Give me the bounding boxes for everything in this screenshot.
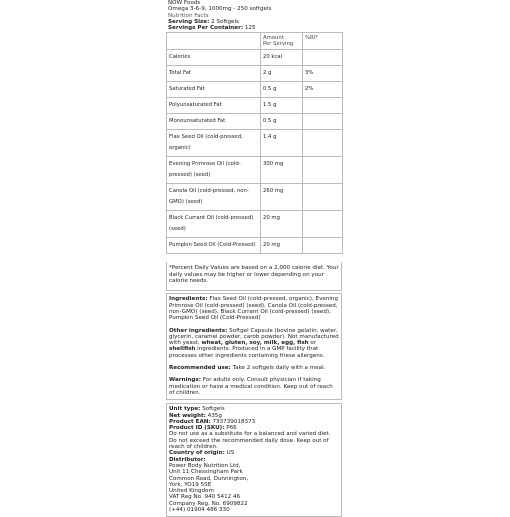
nutrient-name: Monounsaturated Fat	[167, 114, 261, 130]
nutrient-ri	[303, 114, 343, 130]
nutrient-ri	[303, 130, 343, 157]
header-amount-line2: Per Serving	[263, 41, 294, 48]
servings-per-container	[168, 25, 342, 31]
table-header-row	[167, 33, 343, 50]
distributor-line: Unit 11 Chessingham Park	[169, 469, 243, 476]
distributor-line: Company Reg. No. 6909822	[169, 500, 248, 507]
table-row	[167, 82, 343, 98]
product-header	[166, 0, 342, 31]
ingredients-text: Flax Seed Oil (cold-pressed, organic), Evening Primrose Oil (cold-pressed) (seed), Canola Oil (cold-pressed, non-GMO) (seed), Black Currant Oil (cold-pressed) (seed), Pumpkin Seed Oil (Cold-Pressed)	[169, 296, 339, 322]
nutrient-ri	[303, 50, 343, 66]
ingredients	[169, 296, 339, 321]
nutrient-ri	[303, 211, 343, 238]
allergens-list: wheat, gluten, soy, milk, egg, fish	[201, 340, 309, 347]
nutrient-amount: 1.4 g	[261, 130, 303, 157]
table-row	[167, 130, 343, 157]
nutrient-name: Total Fat	[167, 66, 261, 82]
serving-size-value: 2 Softgels	[211, 18, 239, 25]
nutrient-name: Flax Seed Oil (cold-pressed, organic)	[167, 130, 261, 157]
allergen-shellfish: shellfish	[169, 346, 196, 353]
nutrient-amount: 300 mg	[261, 157, 303, 184]
nutrient-ri: 2%	[303, 82, 343, 98]
nutrient-ri	[303, 157, 343, 184]
servings-value: 125	[244, 25, 256, 32]
nutrient-ri	[303, 184, 343, 211]
ingredients-panel	[166, 293, 342, 400]
serving-size-label: Serving Size:	[168, 18, 210, 25]
other-ingredients-text-b: or	[308, 340, 317, 347]
other-ingredients	[169, 328, 339, 359]
usage-disclaimer: Do not use as a substitute for a balanced and varied diet. Do not exceed the recommended daily dose. Keep out of reach of children.	[169, 431, 331, 451]
product-id-value: P66	[226, 425, 237, 432]
distributor-label-text: Distributor:	[169, 456, 206, 463]
distributor-line: VAT Reg No. 940 5412 46	[169, 494, 241, 501]
origin-label: Country of origin:	[169, 450, 225, 457]
nutrient-amount: 0.5 g	[261, 82, 303, 98]
warnings-label: Warnings:	[169, 377, 201, 384]
brand-name: NOW Foods	[168, 0, 201, 6]
ean-label: Product EAN:	[169, 418, 211, 425]
product-id-label: Product ID (SKU):	[169, 425, 225, 432]
nutrient-amount: 0.5 g	[261, 114, 303, 130]
ean-value: 733739018373	[212, 418, 256, 425]
nutrient-amount: 1.5 g	[261, 98, 303, 114]
ingredients-label: Ingredients:	[169, 296, 208, 303]
nutrient-ri	[303, 238, 343, 254]
product-specs	[166, 403, 342, 517]
net-weight-label: Net weight:	[169, 412, 206, 419]
nutrient-name: Black Currant Oil (cold-pressed) (seed)	[167, 211, 261, 238]
table-row	[167, 50, 343, 66]
recommended-use-label: Recommended use:	[169, 365, 231, 372]
net-weight-value: 435g	[207, 412, 222, 419]
distributor-line: York, YO19 5SE	[169, 481, 212, 488]
other-ingredients-label: Other ingredients:	[169, 327, 228, 334]
nutrient-ri: 3%	[303, 66, 343, 82]
table-row	[167, 238, 343, 254]
distributor-line: Common Road, Dunnington,	[169, 475, 249, 482]
other-ingredients-text-a: Softgel Capsule (bovine gelatin, water, glycerin, caramel powder, carob powder). Not manufactured with yeast,	[169, 327, 339, 347]
header-amount	[261, 33, 303, 50]
nutrient-amount: 20 mg	[261, 211, 303, 238]
distributor-line: United Kingdom	[169, 488, 214, 495]
nutrient-name: Polyunsaturated Fat	[167, 98, 261, 114]
table-row	[167, 211, 343, 238]
nutrient-name: Calories	[167, 50, 261, 66]
distributor-line: Power Body Nutrition Ltd,	[169, 462, 241, 469]
table-row	[167, 184, 343, 211]
other-ingredients-text-c: ingredients. Produced in a GMP facility that processes other ingredients containing these allergens.	[169, 346, 325, 359]
warnings	[169, 377, 339, 396]
recommended-use-text: Take 2 softgels daily with a meal.	[232, 365, 326, 372]
header-amount-line1: Amount	[263, 35, 284, 42]
nutrient-ri	[303, 98, 343, 114]
nutrient-name: Canola Oil (cold-pressed, non-GMO) (seed)	[167, 184, 261, 211]
product-title: Omega 3-6-9, 1000mg - 250 softgels	[168, 6, 272, 13]
nutrient-name: Pumpkin Seed Oil (Cold-Pressed)	[167, 238, 261, 254]
table-row	[167, 157, 343, 184]
nutrient-name: Evening Primrose Oil (cold-pressed) (seed)	[167, 157, 261, 184]
unit-type-value: Softgels	[202, 406, 225, 413]
facts-title: Nutrition Facts	[168, 12, 209, 19]
recommended-use	[169, 365, 339, 371]
header-ri: %RI*	[303, 33, 343, 50]
table-row	[167, 98, 343, 114]
unit-type-label: Unit type:	[169, 406, 201, 413]
nutrient-amount: 260 mg	[261, 184, 303, 211]
table-row	[167, 66, 343, 82]
daily-value-footnote: *Percent Daily Values are based on a 2,000 calorie diet. Your daily values may be higher or lower depending on your calorie needs.	[166, 262, 342, 291]
nutrient-amount: 2 g	[261, 66, 303, 82]
distributor-line: (+44) 01904 486 330	[169, 506, 230, 513]
table-row	[167, 114, 343, 130]
origin-value: US	[226, 450, 235, 457]
servings-label: Servings Per Container:	[168, 25, 244, 32]
header-empty-cell	[167, 33, 261, 50]
nutrient-amount: 20 mg	[261, 238, 303, 254]
nutrition-table	[166, 32, 343, 254]
warnings-text: For adults only. Consult physician if taking medication or have a medical condition. Keep out of reach of children.	[169, 377, 333, 396]
product-document	[166, 0, 342, 517]
nutrient-name: Saturated Fat	[167, 82, 261, 98]
nutrient-amount: 20 kcal	[261, 50, 303, 66]
